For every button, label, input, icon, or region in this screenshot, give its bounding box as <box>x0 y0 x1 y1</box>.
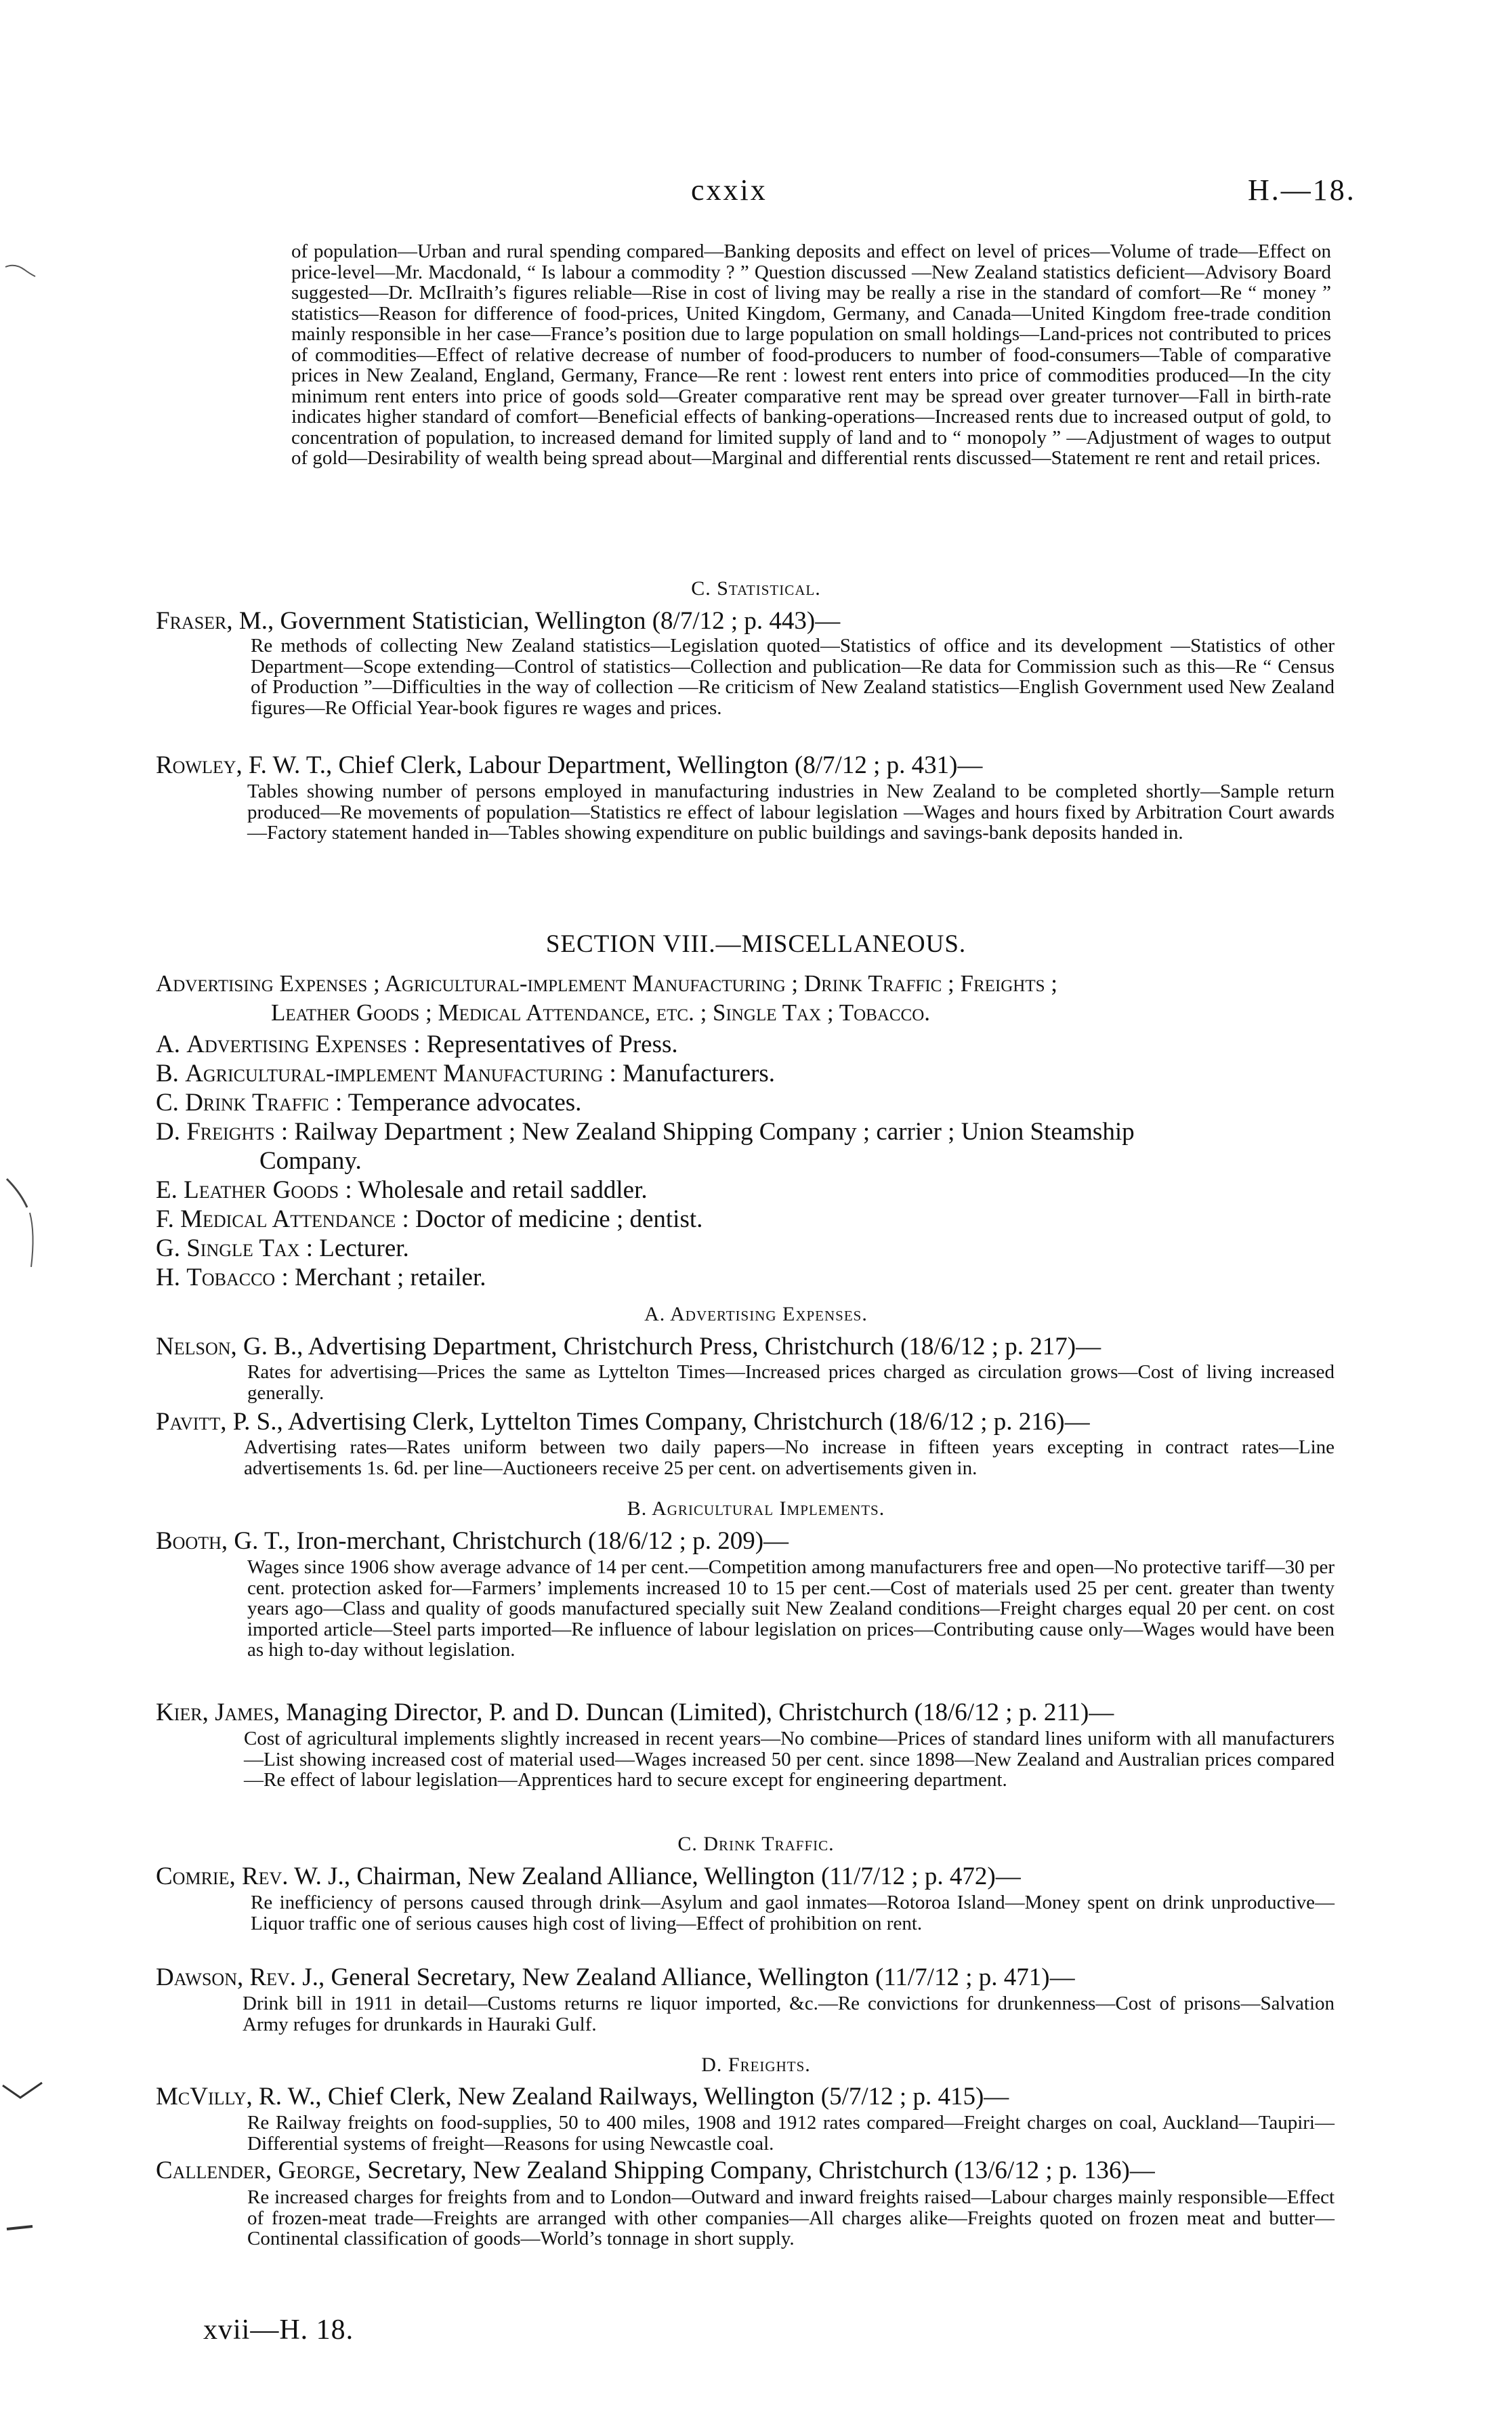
category-description: : Doctor of medicine ; dentist. <box>396 1205 703 1233</box>
category-letter: A. <box>156 1031 180 1058</box>
margin-dash-icon <box>0 2220 41 2240</box>
category-description: : Railway Department ; New Zealand Shipping Company ; carrier ; Union Steamship <box>274 1118 1135 1146</box>
witness-entry <box>156 1332 1101 1361</box>
category-line <box>156 1059 775 1088</box>
category-line <box>156 1088 581 1117</box>
witness-name: Pavitt, P. S. <box>156 1408 277 1436</box>
category-line <box>156 1205 702 1234</box>
category-name: Agricultural-implement Manufacturing <box>185 1060 604 1087</box>
witness-summary: Re inefficiency of persons caused through drink—Asylum and gaol inmates—Rotoroa Island—Money spent on drink unproductive—Liquor traffic one of serious causes high cost of living—Effect of prohibition on rent. <box>251 1892 1335 1934</box>
witness-name: McVilly, R. W. <box>156 2083 316 2110</box>
category-letter: H. <box>156 1264 180 1291</box>
witness-summary: Cost of agricultural implements slightly increased in recent years—No combine—Prices of standard lines uniform with all manufacturers—List showing increased cost of material used—Wages increased 50 per cent. since 1898—New Zealand and Australian prices compared—Re effect of labour legislation—Apprentices hard to secure except for engineering department. <box>244 1728 1335 1791</box>
category-name: Freights <box>186 1118 275 1146</box>
witness-entry <box>156 1526 789 1556</box>
category-description: : Manufacturers. <box>603 1060 776 1087</box>
witness-summary: Rates for advertising—Prices the same as Lyttelton Times—Increased prices charged as circulation grows—Cost of living increased generally. <box>247 1361 1335 1404</box>
category-letter: F. <box>156 1205 174 1233</box>
witness-name: Kier, James <box>156 1699 274 1726</box>
witness-entry <box>156 1407 1090 1436</box>
section-subjects-line-2: Leather Goods ; Medical Attendance, etc. ; Single Tax ; Tobacco. <box>271 999 931 1026</box>
witness-name: Booth, G. T. <box>156 1527 285 1555</box>
witness-name: Comrie, Rev. W. J. <box>156 1863 344 1890</box>
witness-detail: , Advertising Clerk, Lyttelton Times Company, Christchurch (18/6/12 ; p. 216)— <box>276 1408 1090 1436</box>
category-description: : Lecturer. <box>299 1234 409 1262</box>
category-line <box>156 1263 486 1292</box>
category-description: : Temperance advocates. <box>329 1089 582 1117</box>
witness-summary: Advertising rates—Rates uniform between two daily papers—No increase in fifteen years excepting in contract rates—Line advertisements 1s. 6d. per line—Auctioneers receive 25 per cent. on advertisements given in. <box>244 1436 1335 1479</box>
category-continuation: Company. <box>259 1147 362 1175</box>
witness-detail: , Secretary, New Zealand Shipping Company, Christchurch (13/6/12 ; p. 136)— <box>354 2157 1155 2184</box>
page-reference: H.—18. <box>1248 173 1356 207</box>
category-description: : Wholesale and retail saddler. <box>339 1176 648 1204</box>
category-letter: E. <box>156 1176 177 1204</box>
witness-summary: Re Railway freights on food-supplies, 50 to 400 miles, 1908 and 1912 rates compared—Freight charges on coal, Auckland—Taupiri—Differential systems of freight—Reasons for using Newcastle coal. <box>247 2112 1335 2155</box>
witness-entry <box>156 1862 1021 1891</box>
witness-summary: Re methods of collecting New Zealand statistics—Legislation quoted—Statistics of office and its development —Statistics of other Department—Scope extending—Control of statistics—Collection and publication—Re data for Commission such as this—Re “ Census of Production ”—Difficulties in the way of collection —Re criticism of New Zealand statistics—English Government used New Zealand figures—Re Official Year-book figures re wages and prices. <box>251 635 1335 719</box>
category-line <box>156 1234 409 1263</box>
margin-bracket-icon <box>0 1165 47 1281</box>
category-name: Tobacco <box>186 1264 276 1291</box>
category-line <box>156 1030 678 1059</box>
margin-check-icon <box>0 2073 61 2114</box>
category-name: Drink Traffic <box>185 1089 329 1117</box>
signature-mark: xvii—H. 18. <box>203 2314 354 2346</box>
statistical-heading: C. Statistical. <box>691 577 821 600</box>
witness-name: Dawson, Rev. J. <box>156 1963 318 1991</box>
category-letter: C. <box>156 1089 179 1117</box>
page-number-roman: cxxix <box>691 173 768 207</box>
witness-detail: , Managing Director, P. and D. Duncan (Limited), Christchurch (18/6/12 ; p. 211)— <box>273 1699 1114 1726</box>
category-name: Single Tax <box>186 1234 300 1262</box>
witness-name: Fraser, M. <box>156 607 268 635</box>
witness-detail: , Government Statistician, Wellington (8/7/12 ; p. 443)— <box>268 607 841 635</box>
witness-detail: , Chairman, New Zealand Alliance, Wellington (11/7/12 ; p. 472)— <box>343 1863 1021 1890</box>
advertising-heading: A. Advertising Expenses. <box>644 1303 868 1325</box>
witness-name: Rowley, F. W. T. <box>156 751 326 779</box>
freights-heading: D. Freights. <box>701 2054 811 2076</box>
witness-detail: , Advertising Department, Christchurch Press, Christchurch (18/6/12 ; p. 217)— <box>297 1333 1101 1360</box>
section-title: SECTION VIII.—MISCELLANEOUS. <box>545 930 967 958</box>
agricultural-heading: B. Agricultural Implements. <box>627 1497 885 1520</box>
witness-detail: , Chief Clerk, New Zealand Railways, Wellington (5/7/12 ; p. 415)— <box>315 2083 1009 2110</box>
category-letter: D. <box>156 1118 180 1146</box>
witness-detail: , General Secretary, New Zealand Alliance, Wellington (11/7/12 ; p. 471)— <box>318 1963 1075 1991</box>
category-description: : Merchant ; retailer. <box>275 1264 486 1291</box>
category-line <box>156 1117 1335 1146</box>
witness-entry <box>156 751 982 780</box>
section-subjects-line-1: Advertising Expenses ; Agricultural-implement Manufacturing ; Drink Traffic ; Freights ; <box>156 970 1057 997</box>
witness-name: Nelson, G. B. <box>156 1333 297 1360</box>
category-letter: B. <box>156 1060 179 1087</box>
witness-summary: Drink bill in 1911 in detail—Customs returns re liquor imported, &c.—Re convictions for drunkenness—Cost of prisons—Salvation Army refuges for drunkards in Hauraki Gulf. <box>243 1993 1335 2035</box>
witness-summary: Wages since 1906 show average advance of 14 per cent.—Competition among manufacturers free and open—No protective tariff—30 per cent. protection asked for—Farmers’ implements increased 10 to 15 per cent.—Cost of materials used 25 per cent. greater than twenty years ago—Class and quality of goods manufactured specially suit New Zealand conditions—Freight charges equal 20 per cent. on cost imported article—Steel parts imported—Re influence of labour legislation on prices—Contributing cause only—Wages would have been as high to-day without legislation. <box>247 1556 1335 1661</box>
witness-detail: , Iron-merchant, Christchurch (18/6/12 ; p. 209)— <box>284 1527 789 1555</box>
category-name: Advertising Expenses <box>186 1031 407 1058</box>
witness-detail: , Chief Clerk, Labour Department, Wellington (8/7/12 ; p. 431)— <box>325 751 983 779</box>
witness-summary: Tables showing number of persons employed in manufacturing industries in New Zealand to be completed shortly—Sample return produced—Re movements of population—Statistics re effect of labour legislation —Wages and hours fixed by Arbitration Court awards—Factory statement handed in—Tables showing expenditure on public buildings and savings-bank deposits handed in. <box>247 781 1335 844</box>
witness-entry <box>156 2082 1009 2111</box>
witness-entry <box>156 1963 1075 1992</box>
intro-paragraph: of population—Urban and rural spending compared—Banking deposits and effect on level of prices—Volume of trade—Effect on price-level—Mr. Macdonald, “ Is labour a commodity ? ” Question discussed —New Zealand statistics deficient—Advisory Board suggested—Dr. McIlraith’s figures reliable—Rise in cost of living may be really a rise in the standard of comfort—Re “ money ” statistics—Reason for difference of food-prices, United Kingdom, Germany, and Canada—United Kingdom free-trade condition mainly responsible in her case—France’s position due to large population on small holdings—Land-prices not contributed to prices of commodities—Effect of relative decrease of number of food-producers to number of food-consumers—Table of comparative prices in New Zealand, England, Germany, France—Re rent : lowest rent enters into price of commodities produced—In the city minimum rent enters into price of goods sold—Greater comparative rent may be spread over greater turnover—Fall in birth-rate indicates higher standard of comfort—Beneficial effects of banking-operations—Increased rents due to increased output of gold, to concentration of population, to increased demand for limited supply of land and to “ monopoly ” —Adjustment of wages to output of gold—Desirability of wealth being spread about—Marginal and differential rents discussed—Statement re rent and retail prices. <box>291 241 1331 469</box>
witness-entry <box>156 1698 1114 1727</box>
category-name: Medical Attendance <box>180 1205 396 1233</box>
category-description: : Representatives of Press. <box>406 1031 678 1058</box>
margin-mark-icon <box>0 257 41 285</box>
witness-name: Callender, George <box>156 2157 355 2184</box>
witness-entry <box>156 2156 1155 2185</box>
drink-heading: C. Drink Traffic. <box>677 1833 835 1855</box>
witness-entry <box>156 606 840 636</box>
category-name: Leather Goods <box>184 1176 339 1204</box>
category-letter: G. <box>156 1234 180 1262</box>
category-line <box>156 1176 648 1205</box>
witness-summary: Re increased charges for freights from and to London—Outward and inward freights raised—Labour charges mainly responsible—Effect of frozen-meat trade—Freights are arranged with other companies—All charges alike—Freights quoted on frozen meat and butter—Continental classification of goods—World’s tonnage in short supply. <box>247 2186 1335 2249</box>
